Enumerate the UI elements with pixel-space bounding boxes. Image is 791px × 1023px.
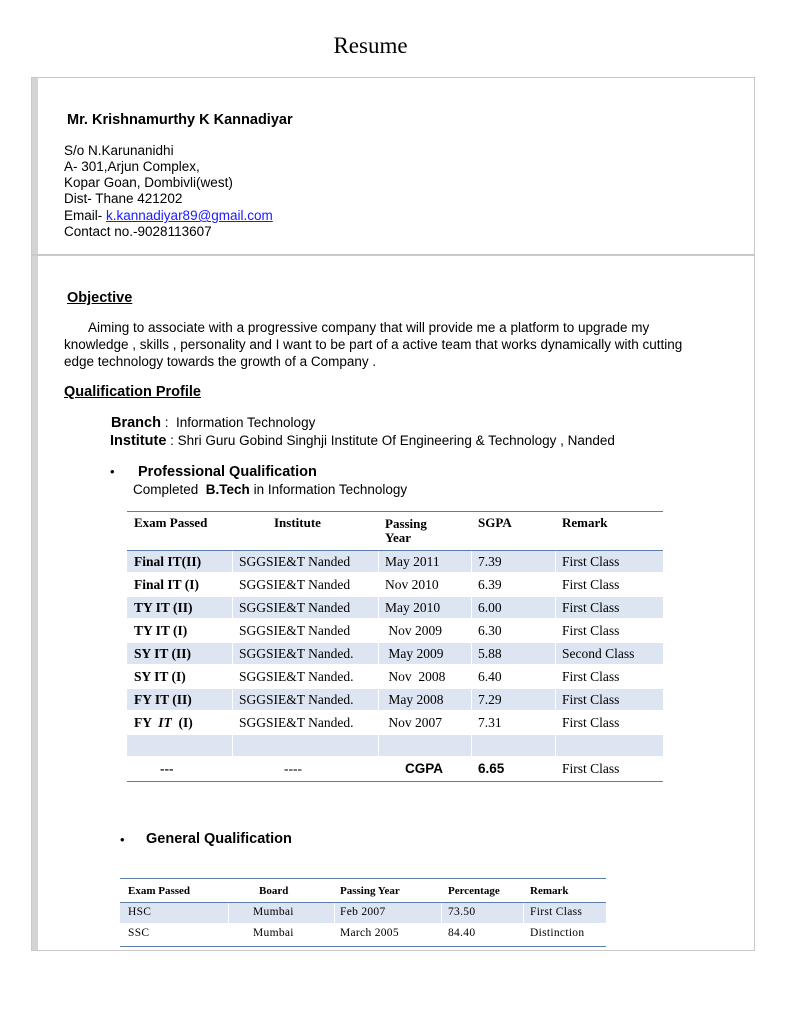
cell-year: Nov 2009 (385, 623, 442, 638)
cell-exam: HSC (128, 906, 152, 918)
column-header-remark: Remark (530, 885, 569, 897)
completed-line (133, 482, 407, 497)
branch-value: Information Technology (175, 415, 316, 430)
address-line: Kopar Goan, Dombivli(west) (64, 175, 233, 190)
table-row (127, 597, 663, 618)
table-rule (120, 878, 606, 879)
cell-sgpa: 6.00 (478, 600, 502, 615)
cell-remark: First Class (562, 669, 620, 684)
column-header-remark: Remark (562, 515, 608, 530)
table-row (127, 712, 663, 733)
table-rule (127, 511, 663, 512)
table-row (127, 666, 663, 687)
cell-institute: SGGSIE&T Nanded (239, 577, 351, 592)
cell-remark: First Class (562, 623, 620, 638)
objective-text-line: edge technology towards the growth of a Company . (64, 354, 377, 369)
completed-degree: B.Tech (205, 482, 250, 497)
cell-institute: SGGSIE&T Nanded (239, 623, 351, 638)
completed-prefix: Completed (133, 482, 206, 497)
cell-year: Nov 2008 (385, 669, 446, 684)
table-row (120, 903, 606, 923)
cell-exam: TY IT (II) (134, 600, 193, 615)
cell-percentage: 84.40 (448, 927, 476, 939)
table-row (127, 551, 663, 572)
table-row (127, 620, 663, 641)
table-row-empty (127, 735, 663, 756)
cell-remark: First Class (562, 577, 620, 592)
objective-heading: Objective (67, 290, 133, 306)
cgpa-value: 6.65 (478, 761, 505, 776)
email-link[interactable]: k.kannadiyar89@gmail.com (106, 208, 273, 223)
cell-board: Mumbai (253, 906, 294, 918)
table-row (127, 643, 663, 664)
cell-institute: SGGSIE&T Nanded. (239, 715, 354, 730)
cell-sgpa: 7.31 (478, 715, 502, 730)
cell-board: Mumbai (253, 927, 294, 939)
branch-line (111, 414, 315, 432)
cell-sgpa: 7.39 (478, 554, 502, 569)
contact-number: Contact no.-9028113607 (64, 224, 212, 239)
column-header-passing-line2: Year (385, 530, 411, 545)
table-row (120, 924, 606, 944)
cell-remark: First Class (562, 600, 620, 615)
cell-exam: SSC (128, 927, 150, 939)
cell-exam: Final IT(II) (134, 554, 202, 569)
cell-exam: Final IT (I) (134, 577, 200, 592)
institute-line (110, 432, 615, 450)
cgpa-label: CGPA (405, 761, 444, 776)
cell-sgpa: 6.39 (478, 577, 502, 592)
frame-left-bar (32, 256, 38, 950)
cell-year: May 2009 (385, 646, 444, 661)
cell-year: Nov 2010 (385, 577, 439, 592)
cell-remark: Distinction (530, 927, 585, 939)
branch-label: Branch (111, 415, 161, 431)
cell-institute: SGGSIE&T Nanded (239, 554, 351, 569)
table-row-total (127, 758, 663, 779)
address-line: S/o N.Karunanidhi (64, 143, 174, 158)
cell-sgpa: 7.29 (478, 692, 502, 707)
email-label: Email- (64, 208, 107, 223)
cell-year: Feb 2007 (340, 906, 386, 918)
bullet-icon: • (120, 832, 125, 847)
cell-sgpa: 6.40 (478, 669, 502, 684)
column-header-passing (385, 517, 427, 545)
cell-exam: TY IT (I) (134, 623, 188, 638)
total-remark: First Class (562, 761, 620, 776)
address-line: A- 301,Arjun Complex, (64, 159, 200, 174)
cell-exam-prefix: FY (134, 715, 159, 730)
cell-year: Nov 2007 (385, 715, 442, 730)
institute-separator: : (166, 433, 178, 448)
column-header-sgpa: SGPA (478, 515, 512, 530)
cell-institute: SGGSIE&T Nanded (239, 600, 351, 615)
document-title: Resume (333, 33, 408, 58)
bullet-icon: • (110, 464, 115, 479)
column-header-year: Passing Year (340, 885, 400, 897)
column-header-board: Board (259, 885, 289, 897)
qualification-heading: Qualification Profile (64, 384, 201, 400)
cell-exam-italic: IT (158, 715, 172, 730)
column-header-exam: Exam Passed (134, 515, 208, 530)
general-heading: General Qualification (146, 831, 292, 847)
cell-remark: First Class (562, 692, 620, 707)
column-header-passing-line1: Passing (385, 516, 427, 531)
total-exam: --- (160, 761, 174, 776)
candidate-name: Mr. Krishnamurthy K Kannadiyar (67, 112, 293, 128)
cell-institute: SGGSIE&T Nanded. (239, 692, 354, 707)
objective-text-line: knowledge , skills , personality and I want to be part of a active team that works dynamically with cutting (64, 337, 683, 352)
institute-value: Shri Guru Gobind Singhji Institute Of Engineering & Technology , Nanded (177, 433, 615, 448)
cell-year: May 2011 (385, 554, 440, 569)
objective-text-line: Aiming to associate with a progressive company that will provide me a platform to upgrade my (88, 320, 650, 335)
column-header-institute: Institute (274, 515, 321, 530)
cell-exam: FY IT (II) (134, 692, 192, 707)
cell-remark: First Class (562, 715, 620, 730)
cell-remark: First Class (562, 554, 620, 569)
cell-exam (134, 715, 193, 731)
cell-institute: SGGSIE&T Nanded. (239, 669, 354, 684)
cell-exam: SY IT (II) (134, 646, 192, 661)
institute-label: Institute (110, 433, 167, 449)
table-row (127, 689, 663, 710)
cell-remark: First Class (530, 906, 583, 918)
cell-year: May 2008 (385, 692, 444, 707)
table-rule (120, 946, 606, 947)
professional-heading: Professional Qualification (138, 464, 317, 480)
email-line (64, 208, 273, 223)
frame-left-bar (32, 78, 38, 254)
address-line: Dist- Thane 421202 (64, 191, 183, 206)
cell-exam-suffix: (I) (171, 715, 193, 730)
cell-sgpa: 5.88 (478, 646, 502, 661)
cell-year: March 2005 (340, 927, 399, 939)
completed-suffix: in Information Technology (249, 482, 408, 497)
cell-exam: SY IT (I) (134, 669, 186, 684)
table-row (127, 574, 663, 595)
table-rule (127, 781, 663, 782)
column-header-percentage: Percentage (448, 885, 500, 897)
cell-sgpa: 6.30 (478, 623, 502, 638)
cell-percentage: 73.50 (448, 906, 476, 918)
branch-separator: : (160, 415, 176, 430)
cell-institute: SGGSIE&T Nanded. (239, 646, 354, 661)
cell-year: May 2010 (385, 600, 441, 615)
total-institute: ---- (284, 761, 302, 776)
column-header-exam: Exam Passed (128, 885, 191, 897)
cell-remark: Second Class (562, 646, 635, 661)
